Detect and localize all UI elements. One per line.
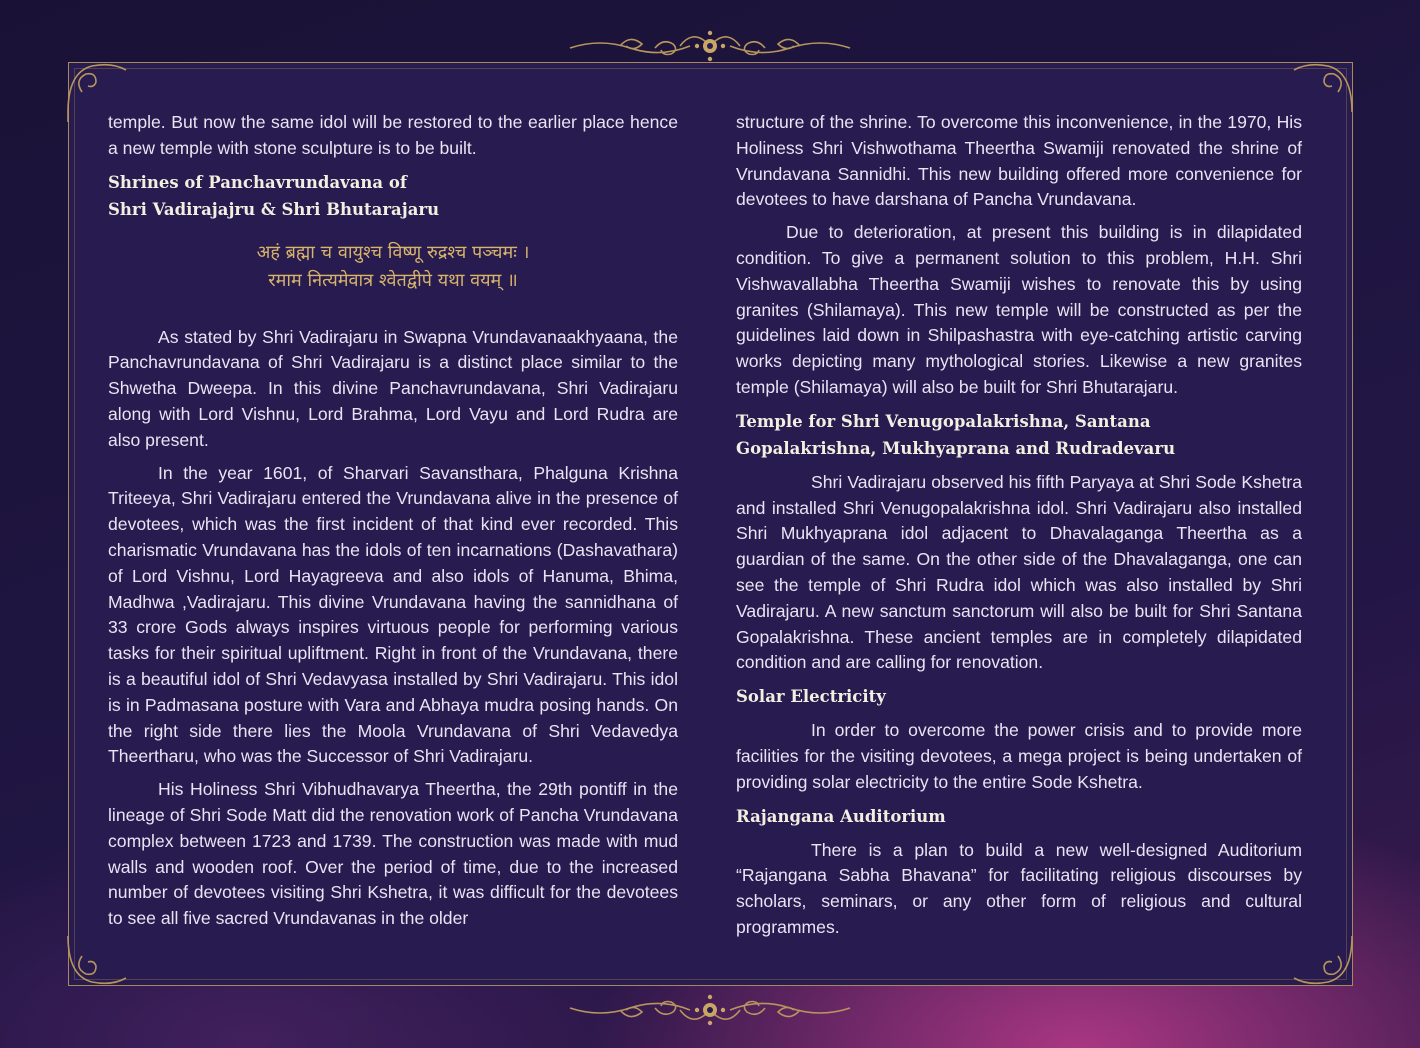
- left-text-column: [108, 110, 678, 939]
- paragraph-shrine-structure: structure of the shrine. To overcome this inconvenience, in the 1970, His Holiness Shri Vishwothama Theertha Swamiji renovated the shrine of Vrundavana Sannidhi. This new building offered more convenience for devotees to have darshana of Pancha Vrundavana.: [736, 112, 1302, 210]
- heading-temple-venugopalakrishna: [736, 408, 1302, 462]
- paragraph-year-1601: In the year 1601, of Sharvari Savansthara, Phalguna Krishna Triteeya, Shri Vadirajaru entered the Vrundavana alive in the presence of devotees, which was the first incident of that kind ever recorded. This charismatic Vrundavana has the idols of ten incarnations (Dashavathara) of Lord Vishnu, Lord Hayagreeva and also idols of Hanuma, Bhima, Madhwa ,Vadirajaru. This divine Vrundavana having the sannidhana of 33 crore Gods always inspires virtuous people for performing various tasks for their spiritual upliftment. Right in front of the Vrundavana, there is a beautiful idol of Shri Vedavyasa installed by Shri Vadirajaru. This idol is in Padmasana posture with Vara and Abhaya mudra posing hands. On the right side there lies the Moola Vrundavana of Shri Vedavedya Theertharu, who was the Successor of Shri Vadirajaru.: [108, 462, 678, 767]
- heading-line: Shri Vadirajajru & Shri Bhutarajaru: [108, 199, 440, 219]
- right-text-column: [736, 110, 1302, 948]
- paragraph-vibhudhavarya-renovation: His Holiness Shri Vibhudhavarya Theertha, the 29th pontiff in the lineage of Shri Sode Matt did the renovation work of Pancha Vrundavana complex between 1723 and 1739. The construction was made with mud walls and wooden roof. Over the period of time, due to the increased number of devotees visiting Shri Kshetra, it was difficult for the devotees to see all five sacred Vrundavanas in the older: [108, 779, 678, 929]
- heading-line: Gopalakrishna, Mukhyaprana and Rudradevaru: [736, 438, 1176, 458]
- top-flourish-ornament: [560, 26, 860, 66]
- paragraph-swapna-vrundavana: As stated by Shri Vadirajaru in Swapna Vrundavanaakhyaana, the Panchavrundavana of Shri Vadirajaru is a distinct place similar to the Shwetha Dweepa. In this divine Panchavrundavana, Shri Vadirajaru along with Lord Vishnu, Lord Brahma, Lord Vayu and Lord Rudra are also present.: [108, 326, 678, 450]
- paragraph-solar-electricity: In order to overcome the power crisis and to provide more facilities for the visiting devotees, a mega project is being undertaken of providing solar electricity to the entire Sode Kshetra.: [736, 720, 1302, 792]
- heading-rajangana-auditorium: Rajangana Auditorium: [736, 806, 946, 826]
- heading-solar-electricity: Solar Electricity: [736, 687, 886, 707]
- paragraph-rajangana-auditorium: There is a plan to build a new well-designed Auditorium “Rajangana Sabha Bhavana” for facilitating religious discourses by scholars, seminars, or any other form of religious and cultural programmes.: [736, 839, 1302, 937]
- paragraph-temple-restoration: temple. But now the same idol will be restored to the earlier place hence a new temple with stone sculpture is to be built.: [108, 112, 678, 158]
- heading-line: Shrines of Panchavrundavana of: [108, 172, 407, 192]
- sanskrit-verse: [108, 239, 678, 295]
- heading-line: Temple for Shri Venugopalakrishna, Santana: [736, 411, 1151, 431]
- paragraph-fifth-paryaya: Shri Vadirajaru observed his fifth Paryaya at Shri Sode Kshetra and installed Shri Venugopalakrishna idol. Shri Vadirajaru also installed Shri Mukhyaprana idol adjacent to Dhavalaganga Theertha as a guardian of the same. On the other side of the Dhavalaganga, one can see the temple of Shri Rudra idol which was also installed by Shri Vadirajaru. A new sanctum sanctorum will also be built for Shri Santana Gopalakrishna. These ancient temples are in completely dilapidated condition and are calling for renovation.: [736, 471, 1302, 673]
- paragraph-deterioration: Due to deterioration, at present this building is in dilapidated condition. To give a permanent solution to this problem, H.H. Shri Vishwavallabha Theertha Swamiji wishes to renovate this by using granites (Shilamaya). This new temple will be constructed as per the guidelines laid down in Shilpashastra with eye-catching artistic carving works depicting many mythological stories. Likewise a new granites temple (Shilamaya) will also be built for Shri Bhutarajaru.: [736, 222, 1302, 397]
- heading-shrines-panchavrundavana: [108, 169, 678, 223]
- sanskrit-verse-line: अहं ब्रह्मा च वायुश्च विष्णू रुद्रश्च पञ्चमः ।: [256, 241, 530, 263]
- sanskrit-verse-line: रमाम नित्यमेवात्र श्वेतद्वीपे यथा वयम् ॥: [268, 269, 518, 291]
- bottom-flourish-ornament: [560, 990, 860, 1030]
